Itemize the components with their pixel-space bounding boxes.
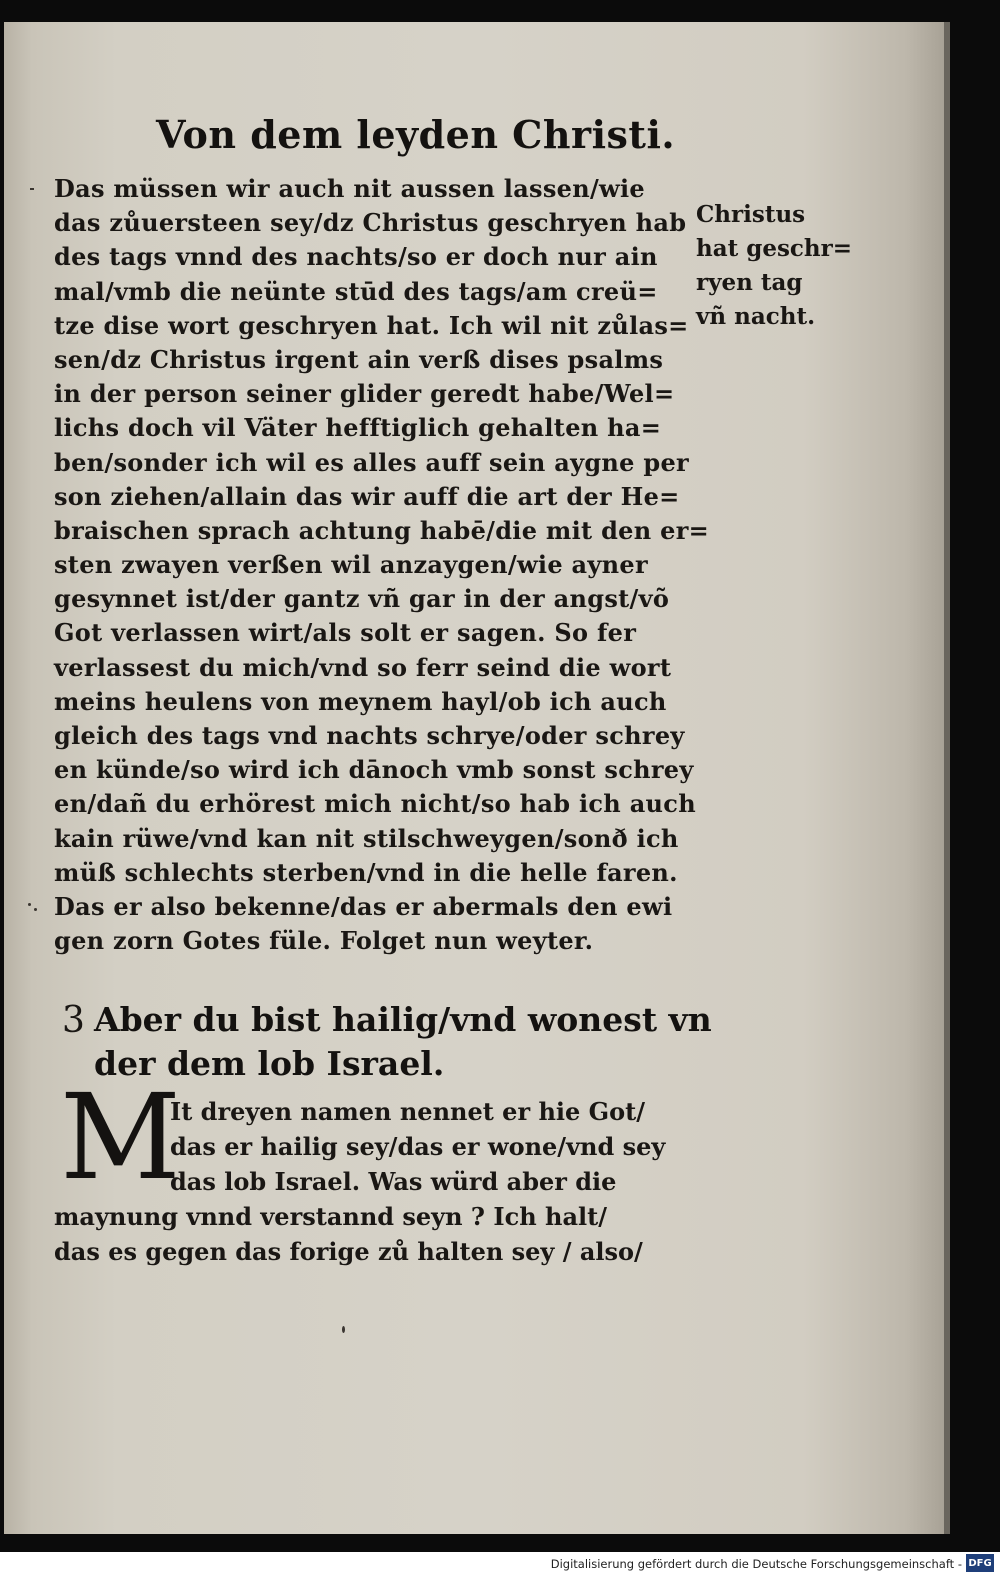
text-line: Das er also bekenne/das er abermals den ewi: [54, 891, 673, 921]
text-line: müß schlechts sterben/vnd in die helle faren.: [54, 857, 678, 887]
ink-speck: [28, 903, 31, 906]
verse-line: Aber du bist hailig/vnd wonest vn: [94, 1000, 712, 1039]
text-line: braischen sprach achtung habē/die mit den er=: [54, 515, 710, 545]
margin-note-line: Christus: [696, 201, 806, 228]
text-line: sen/dz Christus irgent ain verß dises psalms: [54, 344, 664, 374]
margin-mark: [30, 188, 34, 190]
text-line: Das müssen wir auch nit aussen lassen/wie: [54, 174, 645, 203]
text-line: It dreyen namen nennet er hie Got/: [170, 1097, 645, 1126]
drop-cap-initial: M: [60, 1068, 181, 1206]
ink-speck: [34, 908, 37, 911]
margin-note-line: ryen tag: [696, 269, 803, 296]
text-line: gen zorn Gotes füle. Folget nun weyter.: [54, 926, 594, 956]
ink-speck: [342, 1326, 345, 1333]
text-line: das es gegen das forige zů halten sey / also/: [54, 1237, 643, 1266]
text-line: tze dise wort geschryen hat. Ich wil nit zůlas=: [54, 310, 689, 340]
text-line: ben/sonder ich wil es alles auff sein aygne per: [54, 447, 689, 477]
paragraph-2: [54, 1094, 734, 1269]
margin-note-line: hat geschr=: [696, 235, 853, 262]
text-line: meins heulens von meynem hayl/ob ich auch: [54, 686, 667, 716]
text-line: son ziehen/allain das wir auff die art der He=: [54, 481, 680, 511]
dfg-logo: DFG: [966, 1554, 994, 1572]
text-line: en/dañ du erhörest mich nicht/so hab ich auch: [54, 789, 696, 819]
text-line: lichs doch vil Väter hefftiglich gehalten ha=: [54, 413, 662, 443]
text-line: maynung vnnd verstannd seyn ? Ich halt/: [54, 1202, 607, 1231]
text-line: verlassest du mich/vnd so ferr seind die wort: [54, 652, 672, 682]
text-line: das er hailig sey/das er wone/vnd sey: [170, 1132, 666, 1161]
page-heading: Von dem leyden Christi.: [156, 112, 676, 157]
text-line: das zůuersteen sey/dz Christus geschryen hab: [54, 208, 687, 238]
text-line: in der person seiner glider geredt habe/Wel=: [54, 379, 675, 409]
digitization-credit: Digitalisierung gefördert durch die Deutsche Forschungsgemeinschaft -: [550, 1557, 962, 1571]
verse-line: der dem lob Israel.: [94, 1044, 445, 1083]
text-line: Got verlassen wirt/als solt er sagen. So fer: [54, 618, 637, 648]
text-line: kain rüwe/vnd kan nit stilschweygen/sonð ich: [54, 823, 679, 853]
margin-note: [696, 198, 853, 334]
text-line: gleich des tags vnd nachts schrye/oder schrey: [54, 721, 685, 750]
paragraph-1: [54, 172, 714, 958]
text-line: gesynnet ist/der gantz vñ gar in der angst/võ: [54, 584, 670, 614]
margin-note-line: vñ nacht.: [696, 303, 816, 330]
text-line: des tags vnnd des nachts/so er doch nur ain: [54, 242, 658, 272]
text-line: mal/vmb die neünte stūd des tags/am creü=: [54, 276, 658, 306]
text-line: en künde/so wird ich dānoch vmb sonst schrey: [54, 755, 694, 785]
verse-text: [94, 998, 734, 1086]
verse-number: 3: [62, 1000, 85, 1041]
text-line: sten zwayen verßen wil anzaygen/wie ayner: [54, 550, 648, 580]
text-line: das lob Israel. Was würd aber die: [170, 1167, 617, 1196]
